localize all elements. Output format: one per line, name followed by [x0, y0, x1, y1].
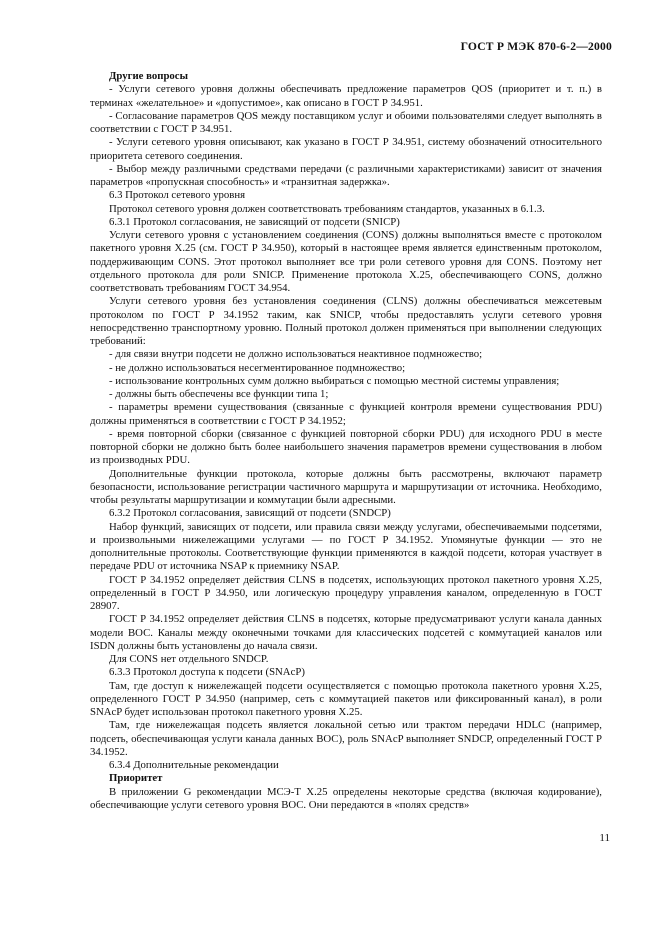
paragraph: - Услуги сетевого уровня описывают, как указано в ГОСТ Р 34.951, систему обозначений относительного приоритета сетевого соединения.	[90, 136, 602, 162]
document-header: ГОСТ Р МЭК 870-6-2—2000	[460, 40, 612, 53]
paragraph: - Согласование параметров QOS между поставщиком услуг и обоими пользователями следует выполнять в соответствии с ГОСТ Р 34.951.	[90, 109, 602, 135]
subsection-heading: 6.3.1 Протокол согласования, не зависящий от подсети (SNICP)	[109, 215, 400, 228]
section-heading: Приоритет	[109, 772, 163, 785]
paragraph: - время повторной сборки (связанное с функцией повторной сборки PDU) для исходного PDU в месте повторной сборки не должно быть более наибольшего значения параметров времени существования в любом из производных PDU.	[90, 427, 602, 467]
paragraph: - параметры времени существования (связанные с функцией контроля времени существования PDU) должны применяться в соответствии с ГОСТ Р 34.1952;	[90, 401, 602, 427]
paragraph: Дополнительные функции протокола, которые должны быть рассмотрены, включают параметр безопасности, использование регистрации частичного маршрута и маршрутизации от источника. Необходимо, чтобы результаты маршрутизации и коммутации были адресными.	[90, 467, 602, 506]
paragraph: - использование контрольных сумм должно выбираться с помощью местной системы управления;	[109, 374, 560, 387]
subsection-heading: 6.3.2 Протокол согласования, зависящий от подсети (SNDCP)	[109, 507, 391, 520]
paragraph: - Услуги сетевого уровня должны обеспечивать предложение параметров QOS (приоритет и т. п.) в терминах «желательное» и «допустимое», как описано в ГОСТ Р 34.951.	[90, 83, 602, 109]
paragraph: Там, где доступ к нижележащей подсети осуществляется с помощью протокола пакетного уровня Х.25, определенного ГОСТ Р 34.950 (например, сеть с коммутацией пакетов или фиксированный канал), в роли SNAcP будет использован протокол пакетного уровня Х.25.	[90, 679, 602, 718]
paragraph: В приложении G рекомендации МСЭ-Т Х.25 определены некоторые средства (включая кодирование), обеспечивающие услуги сетевого уровня ВОС. Они передаются в «полях средств»	[90, 785, 602, 811]
section-heading: Другие вопросы	[109, 70, 188, 82]
paragraph: Услуги сетевого уровня без установления соединения (CLNS) должны обеспечиваться межсетевым протоколом по ГОСТ Р 34.1952 таким, как SNICP, чтобы предоставлять услуги сетевого уровня непосредственно транспортному уровню. Полный протокол должен применяться при выполнении следующих требований:	[90, 295, 602, 347]
paragraph: - для связи внутри подсети не должно использоваться неактивное подмножество;	[109, 348, 483, 361]
paragraph: ГОСТ Р 34.1952 определяет действия CLNS в подсетях, использующих протокол пакетного уровня Х.25, определенный в ГОСТ Р 34.950, или логическую процедуру управления каналом, определенную в ГОСТ 28907.	[90, 573, 602, 612]
paragraph: Там, где нижележащая подсеть является локальной сетью или трактом передачи HDLC (например, подсеть, обеспечивающая услуги канала данных ВОС), роль SNAcP выполняет SNDCP, определенный ГОСТ Р 34.1952.	[90, 719, 602, 758]
subsection-heading: 6.3 Протокол сетевого уровня	[109, 189, 246, 202]
page-body	[90, 70, 602, 812]
subsection-heading: 6.3.4 Дополнительные рекомендации	[109, 759, 279, 771]
paragraph: Набор функций, зависящих от подсети, или правила связи между услугами, обеспечиваемыми подсетями, и произвольными нижележащими услугами — по ГОСТ Р 34.1952. Упомянутые функции — это не дополнительные протоколы. Соответствующие функции применяются в каждой подсети, которая участвует в передаче PDU от источника NSAP к приемнику NSAP.	[90, 520, 602, 573]
paragraph: Для CONS нет отдельного SNDCP.	[109, 653, 269, 665]
paragraph: Услуги сетевого уровня с установлением соединения (CONS) должны выполняться вместе с протоколом пакетного уровня Х.25 (см. ГОСТ Р 34.950), который в настоящее время является единственным протоколом, поддерживающим CONS. Этот протокол выполняет все три роли сетевого уровня для CONS. Поэтому нет отдельного протокола для роли SNICP. Применение протокола Х.25, обеспечивающего CONS, должно соответствовать требованиям ГОСТ 34.954.	[90, 229, 602, 294]
paragraph: - не должно использоваться несегментированное подмножество;	[109, 361, 406, 374]
paragraph: - должны быть обеспечены все функции типа 1;	[109, 388, 329, 400]
paragraph: ГОСТ Р 34.1952 определяет действия CLNS в подсетях, которые предусматривают услуги канала данных модели ВОС. Каналы между оконечными точками для классических подсетей с коммутацией каналов или ISDN должны быть установлены до начала связи.	[90, 613, 602, 652]
page-number: 11	[599, 832, 610, 844]
paragraph: Протокол сетевого уровня должен соответствовать требованиям стандартов, указанных в 6.1.3.	[109, 202, 545, 215]
subsection-heading: 6.3.3 Протокол доступа к подсети (SNAcP)	[109, 666, 305, 679]
paragraph: - Выбор между различными средствами передачи (с различными характеристиками) зависит от значения параметров «пропускная способность» и «транзитная задержка».	[90, 162, 602, 188]
